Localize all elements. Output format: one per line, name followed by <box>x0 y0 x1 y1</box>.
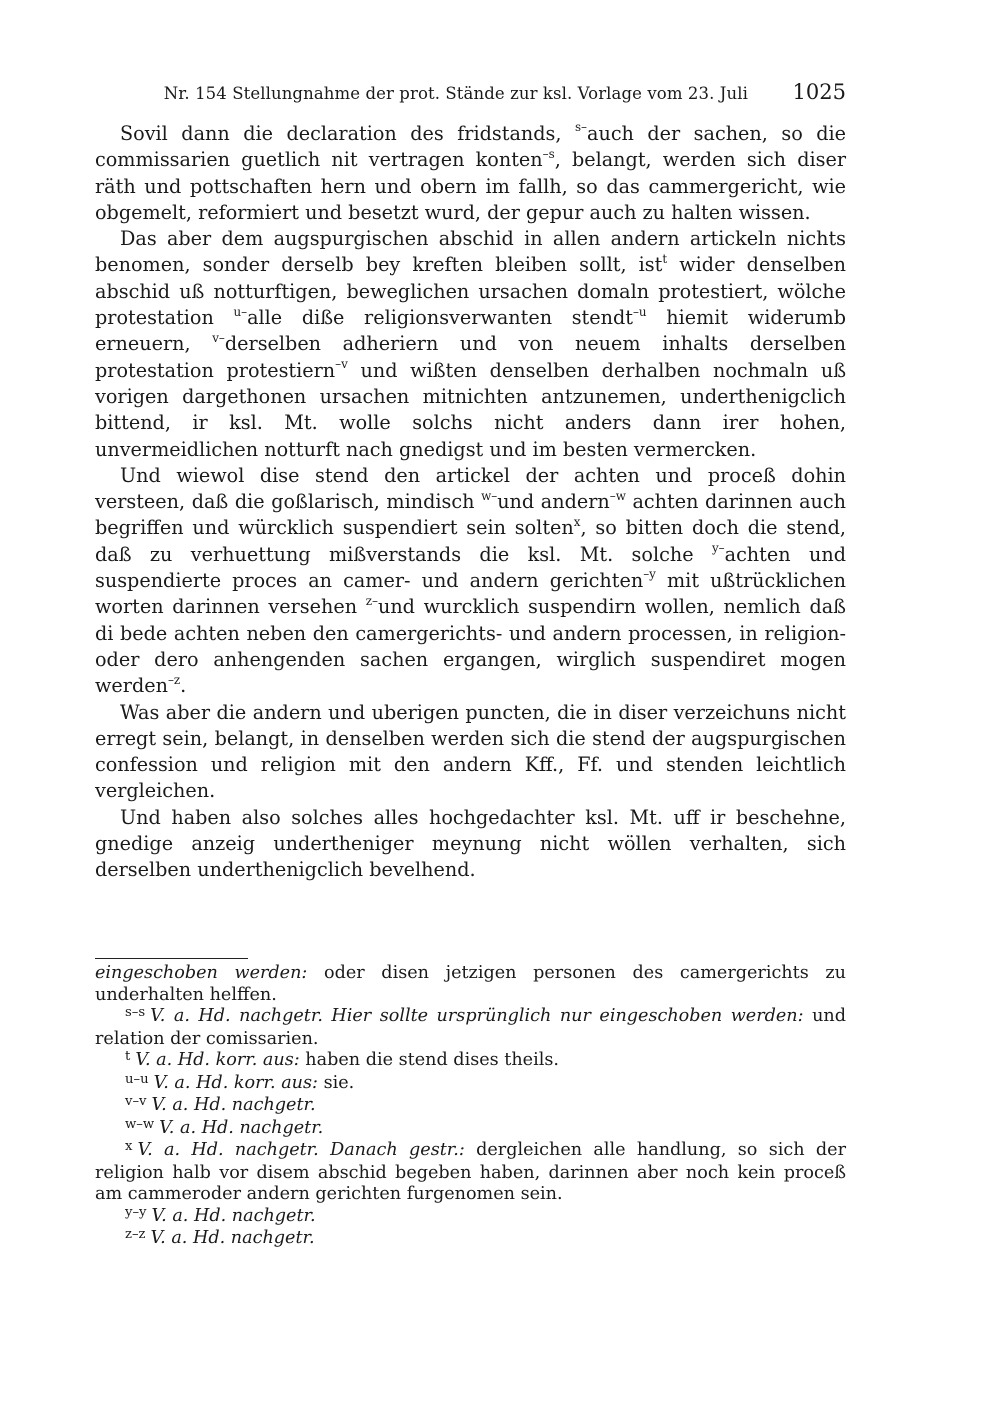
apparatus-marker: –y <box>643 567 656 582</box>
paragraph <box>95 121 846 226</box>
apparatus-marker: –u <box>632 304 647 319</box>
apparatus-marker: t <box>662 251 668 266</box>
text-run: Sovil dann die declaration des fridstands, <box>120 122 575 145</box>
editorial-note: V. a. Hd. nachgetr. <box>159 1117 324 1138</box>
running-title: Nr. 154 Stellungnahme der prot. Stände zur ksl. Vorlage vom 23. Juli <box>163 84 748 103</box>
footnotes <box>95 963 846 1251</box>
footnote <box>95 1073 846 1096</box>
apparatus-marker: s– <box>574 120 588 135</box>
footnote <box>95 1050 846 1073</box>
running-header <box>95 80 846 108</box>
footnote-marker: x <box>125 1139 133 1155</box>
apparatus-marker: –v <box>335 357 348 372</box>
footnote <box>95 1095 846 1118</box>
text-run: haben die stend dises theils. <box>299 1050 559 1070</box>
editorial-note: V. a. Hd. korr. aus: <box>153 1072 318 1093</box>
text-run: alle diße religionsverwanten stendt <box>247 306 633 330</box>
apparatus-marker: –w <box>609 488 626 503</box>
text-run: derselben adheriern und von neuem inhalts derselben protestation protestiern <box>95 332 846 382</box>
apparatus-marker: –s <box>542 146 555 161</box>
apparatus-marker: u– <box>233 304 248 319</box>
paragraph <box>95 700 846 805</box>
text-run: auch der sachen, so die commissarien guetlich nit vertragen konten <box>95 122 846 172</box>
editorial-note: eingeschoben werden: <box>95 963 308 983</box>
apparatus-marker: x <box>573 514 581 529</box>
footnote <box>95 1206 846 1229</box>
footnote-marker: w–w <box>125 1116 155 1132</box>
text-run: Was aber die andern und uberigen puncten, die in diser verzeichuns nicht erregt sein, belangt, in denselben werden sich die stend der augspurgischen confession und religion mit den andern Kff., Ff. und stenden leichtlich vergleichen. <box>95 700 846 803</box>
text-run: , so bitten doch die stend, daß zu verhuettung mißverstands die ksl. Mt. solche <box>95 516 846 566</box>
apparatus-marker: –z <box>167 672 181 687</box>
apparatus-marker: w– <box>481 488 498 503</box>
main-text <box>95 121 846 884</box>
editorial-note: V. a. Hd. nachgetr. Danach gestr.: <box>137 1140 465 1160</box>
text-run: sie. <box>317 1072 355 1093</box>
footnote <box>95 1140 846 1206</box>
footnote-marker: u–u <box>125 1071 149 1087</box>
apparatus-marker: y– <box>711 541 725 556</box>
footnote-marker: t <box>125 1049 131 1065</box>
footnote-separator <box>95 958 248 959</box>
paragraph <box>95 226 846 463</box>
footnote <box>95 1118 846 1141</box>
text-run: achten und suspendierte proces an camer- und andern gerichten <box>95 542 846 593</box>
apparatus-marker: z– <box>365 593 378 608</box>
text-run: achten darinnen auch begriffen und würcklich suspendiert sein solten <box>95 490 847 540</box>
editorial-note: V. a. Hd. korr. aus: <box>135 1050 300 1070</box>
text-run: Und wiewol dise stend den artickel der achten und proceß dohin versteen, daß die goßlarisch, mindisch <box>95 463 846 514</box>
footnote <box>95 963 846 1006</box>
footnote <box>95 1228 846 1251</box>
page-number: 1025 <box>792 80 846 104</box>
footnote-marker: y–y <box>125 1204 147 1220</box>
text-run: wider denselben abschid uß notturftigen, beweglichen ursachen domaln protestiert, wölche protestation <box>95 253 846 330</box>
footnote-marker: z–z <box>125 1227 146 1243</box>
footnote-marker: v–v <box>125 1094 147 1110</box>
paragraph <box>95 463 846 700</box>
editorial-note: V. a. Hd. nachgetr. <box>151 1095 316 1115</box>
text-run: . <box>180 674 187 698</box>
text-run: und wißten denselben derhalben nochmaln uß vorigen dargethonen ursachen mitnichten antzunemen, underthenigclich bittend, ir ksl. Mt. wolle solchs nicht anders dann irer hohen, unvermeidlichen notturft nach gnedigst und im besten vermercken. <box>95 358 847 461</box>
footnote-marker: s–s <box>125 1005 146 1021</box>
editorial-note: V. a. Hd. nachgetr. <box>150 1228 315 1248</box>
text-run: dergleichen alle handlung, so sich der religion halb vor disem abschid begeben haben, darinnen aber noch kein proceß am cammeroder andern gerichten furgenomen sein. <box>95 1140 846 1204</box>
text-run: und andern <box>497 490 610 514</box>
text-run: Das aber dem augspurgischen abschid in allen andern artickeln nichts benomen, sonder derselb bey kreften bleiben sollt, ist <box>95 227 846 277</box>
text-run: , belangt, werden sich diser räth und pottschaften hern und obern im fallh, so das cammergericht, wie obgemelt, reformiert und besetzt wurd, der gepur auch zu halten wissen. <box>95 148 846 224</box>
apparatus-marker: v– <box>212 330 225 345</box>
text-run: und relation der comissarien. <box>95 1006 846 1049</box>
footnote <box>95 1006 846 1050</box>
text-run: und wurcklich suspendirn wollen, nemlich daß di bede achten neben den camergerichts- und andern processen, in religion- oder dero anhengenden sachen ergangen, wirglich suspendiret mogen werden <box>95 595 847 698</box>
editorial-note: V. a. Hd. nachgetr. Hier sollte ursprünglich nur eingeschoben werden: <box>150 1006 804 1026</box>
editorial-note: V. a. Hd. nachgetr. <box>151 1205 316 1226</box>
text-run: oder disen jetzigen personen des camergerichts zu underhalten helffen. <box>95 963 846 1005</box>
text-run: Und haben also solches alles hochgedachter ksl. Mt. uff ir beschehne, gnedige anzeig undertheniger meynung nicht wöllen verhalten, sich derselben underthenigclich bevelhend. <box>95 805 846 882</box>
text-run: mit ußtrücklichen worten darinnen versehen <box>95 569 846 619</box>
paragraph <box>95 805 846 884</box>
text-run: hiemit widerumb erneuern, <box>95 306 846 356</box>
